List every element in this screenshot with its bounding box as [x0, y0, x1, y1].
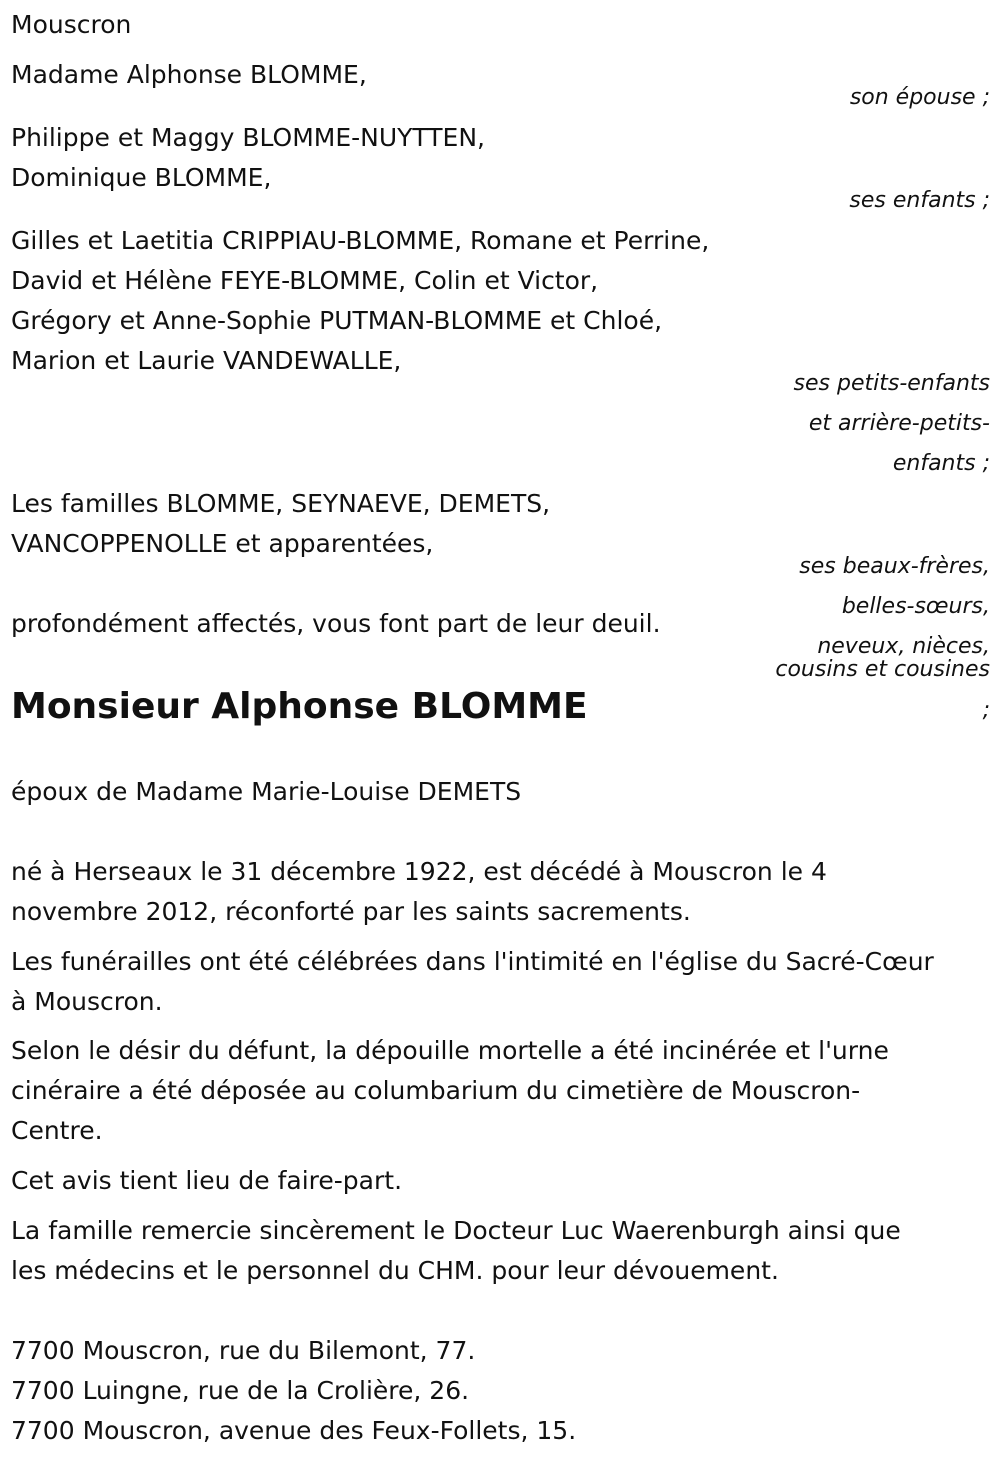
- spouse-role: son épouse ;: [849, 85, 990, 110]
- children-role: ses enfants ;: [849, 188, 990, 213]
- families-role: ;: [982, 698, 990, 723]
- locality: Mouscron: [11, 10, 132, 39]
- grandchildren-role: et arrière-petits-: [808, 411, 990, 436]
- announcement-text: profondément affectés, vous font part de leur deuil.: [11, 609, 661, 638]
- funeral-text: à Mouscron.: [11, 987, 163, 1016]
- grandchild-line: Grégory et Anne-Sophie PUTMAN-BLOMME et Chloé,: [11, 306, 663, 335]
- birth-death-text: novembre 2012, réconforté par les saints sacrements.: [11, 897, 691, 926]
- grandchild-line: David et Hélène FEYE-BLOMME, Colin et Victor,: [11, 266, 599, 295]
- grandchild-line: Marion et Laurie VANDEWALLE,: [11, 346, 402, 375]
- child-name: Philippe et Maggy BLOMME-NUYTTEN,: [11, 123, 485, 152]
- spouse-name: Madame Alphonse BLOMME,: [11, 60, 367, 89]
- families-role: belles-sœurs,: [841, 594, 990, 619]
- family-line: VANCOPPENOLLE et apparentées,: [11, 529, 434, 558]
- cremation-text: Selon le désir du défunt, la dépouille mortelle a été incinérée et l'urne: [11, 1036, 889, 1065]
- address-line: 7700 Mouscron, rue du Bilemont, 77.: [11, 1336, 476, 1365]
- deceased-name: Monsieur Alphonse BLOMME: [11, 686, 588, 727]
- funeral-text: Les funérailles ont été célébrées dans l'intimité en l'église du Sacré-Cœur: [11, 947, 934, 976]
- grandchildren-role: ses petits-enfants: [793, 371, 990, 396]
- families-role: cousins et cousines: [775, 657, 990, 682]
- birth-death-text: né à Herseaux le 31 décembre 1922, est décédé à Mouscron le 4: [11, 857, 827, 886]
- families-role: ses beaux-frères,: [799, 554, 990, 579]
- grandchild-line: Gilles et Laetitia CRIPPIAU-BLOMME, Romane et Perrine,: [11, 226, 710, 255]
- child-name: Dominique BLOMME,: [11, 163, 272, 192]
- notice-text: Cet avis tient lieu de faire-part.: [11, 1166, 403, 1195]
- thanks-text: les médecins et le personnel du CHM. pour leur dévouement.: [11, 1256, 779, 1285]
- deceased-spouse: époux de Madame Marie-Louise DEMETS: [11, 777, 522, 806]
- cremation-text: cinéraire a été déposée au columbarium du cimetière de Mouscron-: [11, 1076, 861, 1105]
- cremation-text: Centre.: [11, 1116, 103, 1145]
- grandchildren-role: enfants ;: [892, 451, 990, 476]
- thanks-text: La famille remercie sincèrement le Docteur Luc Waerenburgh ainsi que: [11, 1216, 901, 1245]
- families-role: neveux, nièces,: [817, 634, 990, 659]
- family-line: Les familles BLOMME, SEYNAEVE, DEMETS,: [11, 489, 551, 518]
- address-line: 7700 Mouscron, avenue des Feux-Follets, 15.: [11, 1416, 577, 1445]
- address-line: 7700 Luingne, rue de la Crolière, 26.: [11, 1376, 470, 1405]
